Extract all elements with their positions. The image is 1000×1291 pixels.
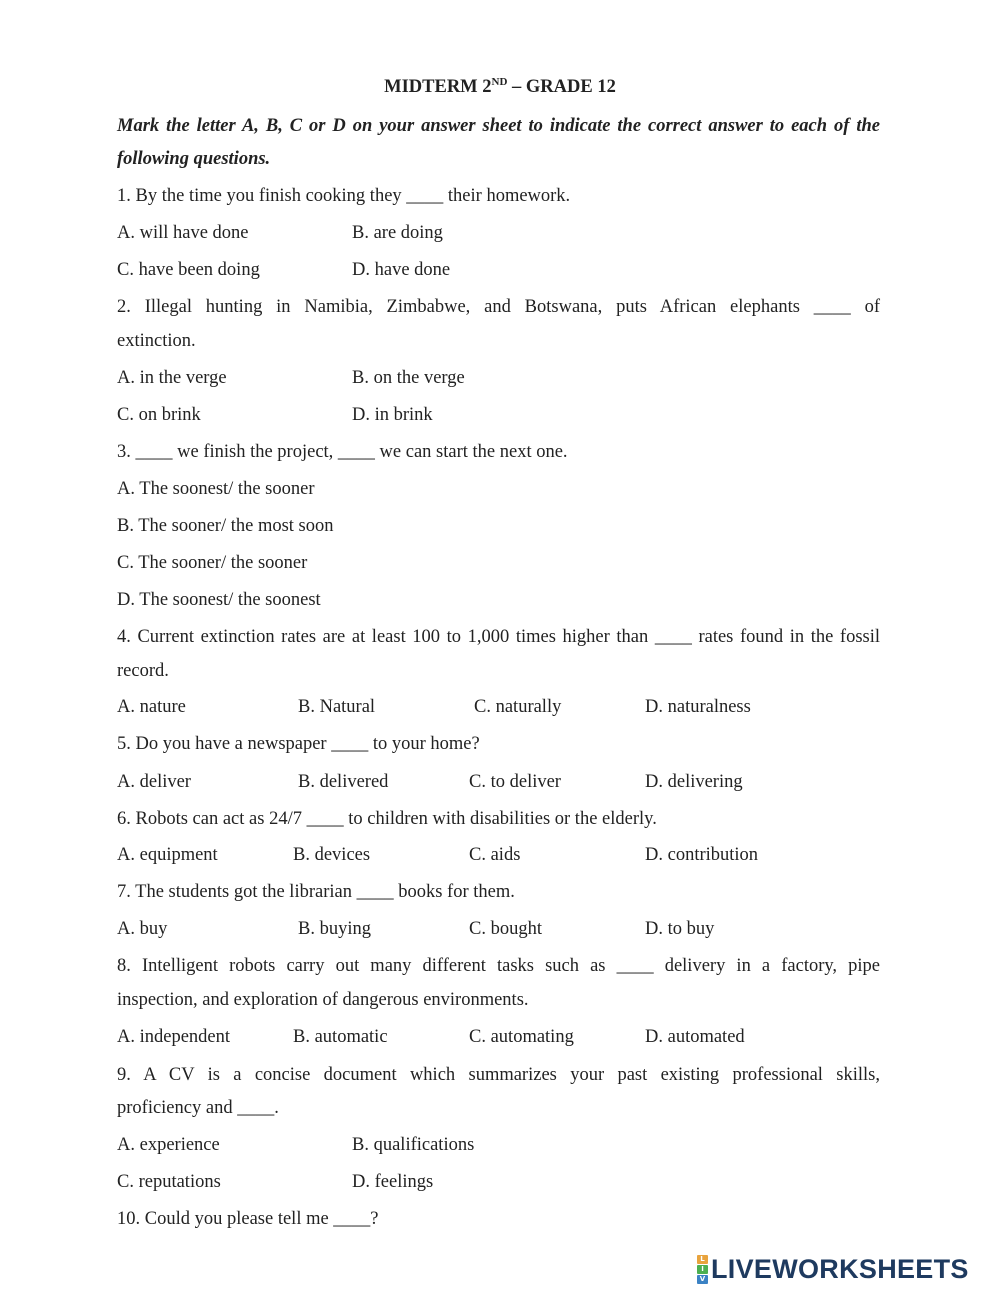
instruction-line-2: following questions. <box>117 149 271 169</box>
question-8-option-a[interactable]: A. independent <box>117 1027 231 1047</box>
question-5-option-b[interactable]: B. delivered <box>298 772 389 792</box>
question-2-option-b[interactable]: B. on the verge <box>352 368 465 388</box>
question-6-stem: 6. Robots can act as 24/7 ____ to children with disabilities or the elderly. <box>117 809 657 829</box>
question-1-option-a[interactable]: A. will have done <box>117 223 249 243</box>
question-10-stem: 10. Could you please tell me ____? <box>117 1209 379 1229</box>
question-1-option-d[interactable]: D. have done <box>352 260 451 280</box>
question-2-option-d[interactable]: D. in brink <box>352 405 433 425</box>
question-3-option-d[interactable]: D. The soonest/ the soonest <box>117 590 321 610</box>
title-suffix: – GRADE 12 <box>507 77 616 97</box>
question-9-option-c[interactable]: C. reputations <box>117 1172 221 1192</box>
question-7-option-b[interactable]: B. buying <box>298 919 371 939</box>
logo-block-v: V <box>697 1275 708 1284</box>
page-title <box>0 76 1000 98</box>
question-9-option-b[interactable]: B. qualifications <box>352 1135 475 1155</box>
question-4-option-c[interactable]: C. naturally <box>474 697 562 717</box>
question-1-option-c[interactable]: C. have been doing <box>117 260 260 280</box>
logo-block-i: I <box>697 1265 708 1274</box>
question-4-stem-line-1: 4. Current extinction rates are at least 100 to 1,000 times higher than ____ rates found in the fossil <box>117 627 880 647</box>
question-9-option-d[interactable]: D. feelings <box>352 1172 434 1192</box>
question-6-option-b[interactable]: B. devices <box>293 845 371 865</box>
question-2-option-a[interactable]: A. in the verge <box>117 368 227 388</box>
instruction-line-1: Mark the letter A, B, C or D on your answer sheet to indicate the correct answer to each of the <box>117 116 880 136</box>
question-2-stem-line-2: extinction. <box>117 331 196 351</box>
question-5-option-d[interactable]: D. delivering <box>645 772 743 792</box>
question-6-option-c[interactable]: C. aids <box>469 845 521 865</box>
logo-block-l: L <box>697 1255 708 1264</box>
question-3-option-c[interactable]: C. The sooner/ the sooner <box>117 553 308 573</box>
logo-blocks-icon <box>697 1255 708 1284</box>
question-2-option-c[interactable]: C. on brink <box>117 405 201 425</box>
question-8-option-b[interactable]: B. automatic <box>293 1027 388 1047</box>
question-8-option-d[interactable]: D. automated <box>645 1027 745 1047</box>
question-1-stem: 1. By the time you finish cooking they ____ their homework. <box>117 186 571 206</box>
question-2-stem-line-1: 2. Illegal hunting in Namibia, Zimbabwe, and Botswana, puts African elephants ____ of <box>117 297 880 317</box>
question-8-option-c[interactable]: C. automating <box>469 1027 574 1047</box>
question-9-option-a[interactable]: A. experience <box>117 1135 220 1155</box>
question-3-option-b[interactable]: B. The sooner/ the most soon <box>117 516 334 536</box>
question-3-stem: 3. ____ we finish the project, ____ we can start the next one. <box>117 442 568 462</box>
question-4-option-b[interactable]: B. Natural <box>298 697 376 717</box>
question-8-stem-line-1: 8. Intelligent robots carry out many different tasks such as ____ delivery in a factory, pipe <box>117 956 880 976</box>
question-4-option-a[interactable]: A. nature <box>117 697 186 717</box>
question-7-stem: 7. The students got the librarian ____ books for them. <box>117 882 515 902</box>
title-prefix: MIDTERM 2 <box>384 77 492 97</box>
question-6-option-a[interactable]: A. equipment <box>117 845 218 865</box>
question-9-stem-line-2: proficiency and ____. <box>117 1098 279 1118</box>
question-4-option-d[interactable]: D. naturalness <box>645 697 751 717</box>
question-9-stem-line-1: 9. A CV is a concise document which summarizes your past existing professional skills, <box>117 1065 880 1085</box>
title-superscript: ND <box>491 76 508 88</box>
question-7-option-c[interactable]: C. bought <box>469 919 542 939</box>
question-6-option-d[interactable]: D. contribution <box>645 845 759 865</box>
question-7-option-a[interactable]: A. buy <box>117 919 168 939</box>
question-1-option-b[interactable]: B. are doing <box>352 223 443 243</box>
liveworksheets-logo[interactable] <box>697 1252 969 1286</box>
logo-text: LIVEWORKSHEETS <box>711 1253 969 1284</box>
question-7-option-d[interactable]: D. to buy <box>645 919 715 939</box>
question-5-stem: 5. Do you have a newspaper ____ to your home? <box>117 734 480 754</box>
question-3-option-a[interactable]: A. The soonest/ the sooner <box>117 479 315 499</box>
question-5-option-a[interactable]: A. deliver <box>117 772 191 792</box>
question-4-stem-line-2: record. <box>117 661 169 681</box>
question-8-stem-line-2: inspection, and exploration of dangerous environments. <box>117 990 529 1010</box>
question-5-option-c[interactable]: C. to deliver <box>469 772 561 792</box>
